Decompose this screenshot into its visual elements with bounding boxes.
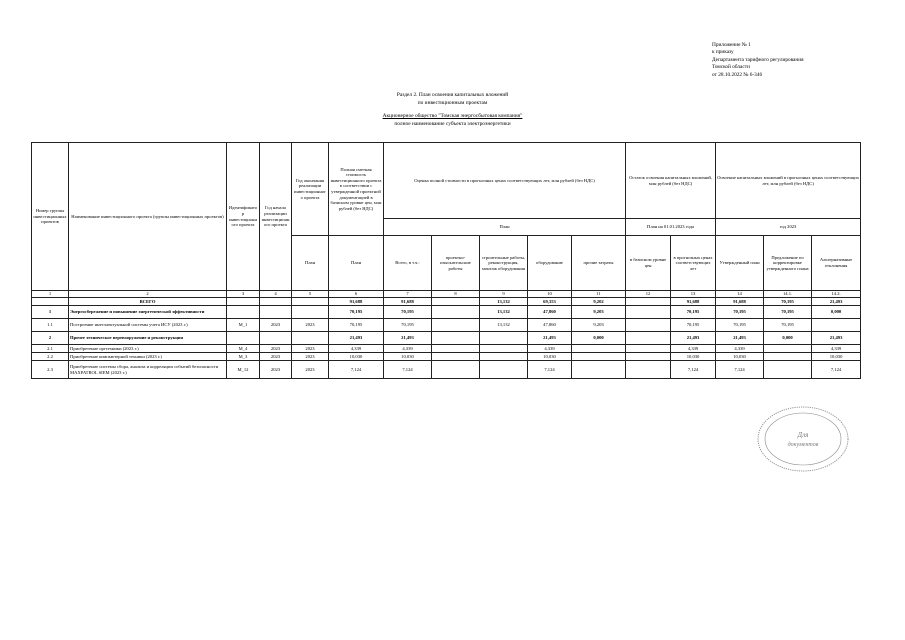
appendix-line: Томской области [712, 64, 750, 71]
table-cell-c12 [626, 332, 671, 345]
table-cell-c6: 10,030 [329, 353, 384, 361]
table-cell-c11: 0,000 [572, 332, 626, 345]
table-cell-c7: 70,195 [384, 306, 432, 319]
table-cell-start: 2023 [260, 319, 292, 332]
table-cell-c14-2: 7,124 [812, 361, 861, 379]
table-cell-c12 [626, 319, 671, 332]
company-block [0, 113, 905, 128]
table-cell-c8 [432, 332, 480, 345]
table-cell-c11: 9,203 [572, 306, 626, 319]
table-cell-c9: 13,132 [480, 298, 528, 306]
table-row [32, 361, 861, 379]
table-cell-c8 [432, 306, 480, 319]
header-group-no: Номер группы инвестиционных проектов [32, 143, 69, 291]
table-cell-c12 [626, 306, 671, 319]
header-other: прочие затраты [572, 236, 626, 291]
table-cell-c14-1: 70,195 [764, 319, 812, 332]
table-cell-end [292, 332, 329, 345]
table-cell-c14-2: 0,000 [812, 306, 861, 319]
table-cell-c13: 70,195 [671, 306, 716, 319]
header-full-cost: Полная сметная стоимость инвестиционного проекта в соответствии с утвержденной проектной документацией в базисном уровне цен, млн рублей (без НДС) [329, 143, 384, 236]
header-proposal: Предложение по корректировке утвержденного плана [764, 236, 812, 291]
header-construction: строительные работы, реконструкция, монтаж оборудования [480, 236, 528, 291]
table-cell-c6: 70,195 [329, 319, 384, 332]
table-cell-c14-1: 70,195 [764, 298, 812, 306]
column-index: 7 [384, 291, 432, 298]
table-cell-num: 2.3 [32, 361, 69, 379]
table-cell-id: M_3 [227, 353, 260, 361]
table-cell-name: Приобретение компьютерной техники (2023 г.) [69, 353, 227, 361]
table-cell-num: 2 [32, 332, 69, 345]
column-index: 3 [227, 291, 260, 298]
table-body [32, 298, 861, 379]
table-cell-c10: 4,339 [528, 345, 572, 353]
table-cell-c8 [432, 298, 480, 306]
table-cell-c13: 70,195 [671, 319, 716, 332]
table-cell-c6: 21,493 [329, 332, 384, 345]
table-cell-c10: 69,353 [528, 298, 572, 306]
table-cell-c14: 21,493 [716, 332, 764, 345]
table-cell-c14-2: 21,493 [812, 332, 861, 345]
table-row [32, 306, 861, 319]
table-cell-c6: 70,195 [329, 306, 384, 319]
section-title-line: Раздел 2. План освоения капитальных вложений [396, 92, 509, 98]
table-cell-end: 2023 [292, 319, 329, 332]
table-cell-c10: 47,860 [528, 319, 572, 332]
table-cell-c14: 4,339 [716, 345, 764, 353]
table-cell-start: 2023 [260, 345, 292, 353]
table-cell-id: M_12 [227, 361, 260, 379]
table-cell-num: 1.1 [32, 319, 69, 332]
table-cell-start [260, 332, 292, 345]
table-cell-c14: 70,195 [716, 319, 764, 332]
table-cell-num: 1 [32, 306, 69, 319]
column-index: 1 [32, 291, 69, 298]
appendix-line: Приложение № 1 [712, 42, 751, 48]
table-cell-name: Приобретение системы сбора, анализа и корреляции событий безопасности MAXPATROL SIEM (2023 г.) [69, 361, 227, 379]
table-cell-c7: 21,493 [384, 332, 432, 345]
table-cell-c9: 13,132 [480, 306, 528, 319]
table-cell-num: 2.1 [32, 345, 69, 353]
table-cell-c14-1: 70,195 [764, 306, 812, 319]
appendix-line: от 28.10.2022 № 6-346 [712, 71, 763, 78]
appendix-line: Департамента тарифного регулирования [712, 56, 804, 63]
header-equipment: оборудование [528, 236, 572, 291]
table-cell-c12 [626, 345, 671, 353]
column-index: 8 [432, 291, 480, 298]
table-row [32, 345, 861, 353]
table-row [32, 319, 861, 332]
table-cell-name: Энергосбережение и повышение энергетической эффективности [69, 306, 227, 319]
header-row [32, 143, 861, 219]
table-cell-c14-2: 21,493 [812, 298, 861, 306]
table-cell-c6: 91,688 [329, 298, 384, 306]
column-index: 10 [528, 291, 572, 298]
header-start-year: Год начала реализации инвестиционного проекта [260, 143, 292, 291]
table-row [32, 332, 861, 345]
header-remaining: Остаток освоения капитальных вложений, млн рублей (без НДС) [626, 143, 716, 219]
table-cell-c9: 13,132 [480, 319, 528, 332]
table-cell-start: 2023 [260, 361, 292, 379]
table-cell-c8 [432, 353, 480, 361]
table-cell-c12 [626, 353, 671, 361]
table-row [32, 353, 861, 361]
table-cell-c8 [432, 361, 480, 379]
company-name: Акционерное общество "Томская энергосбытовая компания" [382, 113, 523, 119]
round-stamp [755, 404, 851, 474]
table-cell-c14-2 [812, 319, 861, 332]
header-estimate-group: Оценка полной стоимости в прогнозных ценах соответствующих лет, млн рублей (без НДС) [384, 143, 626, 219]
table-cell-c13: 4,339 [671, 345, 716, 353]
header-plan: План [384, 219, 626, 236]
table-cell-c6: 4,339 [329, 345, 384, 353]
table-cell-c14-2: 10,030 [812, 353, 861, 361]
table-cell-c9 [480, 345, 528, 353]
column-index: 14.1. [764, 291, 812, 298]
header-alternative: Альтернативные отклонения [812, 236, 861, 291]
column-index: 6 [329, 291, 384, 298]
table-cell-c14-2: 4,339 [812, 345, 861, 353]
stamp-text: документов [787, 442, 819, 448]
table-cell-name: Построение интеллектуальной системы учета ИСУ (2023 г.) [69, 319, 227, 332]
column-index: 4 [260, 291, 292, 298]
table-cell-c7: 7,124 [384, 361, 432, 379]
table-cell-c14-1: 0,000 [764, 332, 812, 345]
column-index: 14.2. [812, 291, 861, 298]
table-cell-start [260, 298, 292, 306]
column-index: 5 [292, 291, 329, 298]
table-cell-c13: 91,688 [671, 298, 716, 306]
header-design: проектно-изыскательские работы [432, 236, 480, 291]
table-cell-num: 2.2 [32, 353, 69, 361]
table-cell-c9 [480, 332, 528, 345]
table-cell-id: M_1 [227, 319, 260, 332]
table-row [32, 298, 861, 306]
column-index: 13 [671, 291, 716, 298]
table-cell-c6: 7,124 [329, 361, 384, 379]
header-plan-col6: План [329, 236, 384, 291]
table-cell-c7: 91,688 [384, 298, 432, 306]
header-plan-col5: План [292, 236, 329, 291]
table-cell-c14: 10,030 [716, 353, 764, 361]
header-total: Всего, в т.ч.: [384, 236, 432, 291]
table-cell-c13: 10,030 [671, 353, 716, 361]
table-cell-c13: 21,493 [671, 332, 716, 345]
table-cell-c7: 4,339 [384, 345, 432, 353]
table-cell-c8 [432, 319, 480, 332]
header-project-id: Идентификатор инвестиционного проекта [227, 143, 260, 291]
table-cell-c9 [480, 361, 528, 379]
table-cell-c12 [626, 361, 671, 379]
header-forecast-prices: в прогнозных ценах соответствующих лет [671, 236, 716, 291]
header-plan-as-of: План на 01.01.2023 года [626, 219, 716, 236]
table-cell-c9 [480, 353, 528, 361]
table-cell-c14: 70,195 [716, 306, 764, 319]
column-index: 14 [716, 291, 764, 298]
table-cell-c14-1 [764, 345, 812, 353]
table-cell-start: 2023 [260, 353, 292, 361]
table-cell-num [32, 298, 69, 306]
section-title [0, 91, 905, 107]
table-cell-end: 2023 [292, 361, 329, 379]
section-subtitle-line: по инвестиционным проектам [417, 100, 488, 107]
table-cell-c11 [572, 345, 626, 353]
table-cell-c10: 21,493 [528, 332, 572, 345]
table-cell-c11 [572, 353, 626, 361]
table-cell-id [227, 306, 260, 319]
table-cell-c8 [432, 345, 480, 353]
header-capital-group: Освоение капитальных вложений в прогнозных ценах соответствующих лет, млн рублей (без НДС) [716, 143, 861, 219]
column-index: 11 [572, 291, 626, 298]
appendix-block [712, 42, 804, 79]
column-index-row [32, 291, 861, 298]
table-cell-c14-1 [764, 353, 812, 361]
table-cell-start [260, 306, 292, 319]
header-year: год 2023 [716, 219, 861, 236]
table-cell-end: 2023 [292, 353, 329, 361]
table-cell-c12 [626, 298, 671, 306]
table-cell-c14: 7,124 [716, 361, 764, 379]
table-cell-c11 [572, 361, 626, 379]
capital-investment-table [31, 142, 861, 379]
table-cell-end [292, 298, 329, 306]
column-index: 9 [480, 291, 528, 298]
header-base-prices: в базисном уровне цен [626, 236, 671, 291]
table-cell-c10: 7,124 [528, 361, 572, 379]
table-cell-id [227, 332, 260, 345]
header-approved-plan: Утвержденный план [716, 236, 764, 291]
column-index: 2 [69, 291, 227, 298]
table-cell-end: 2023 [292, 345, 329, 353]
table-cell-name: Приобретение оргтехники (2023 г.) [69, 345, 227, 353]
stamp-text: Для [797, 431, 809, 439]
table-cell-c14-1 [764, 361, 812, 379]
table-cell-c11: 9,202 [572, 298, 626, 306]
table-cell-c11: 9,203 [572, 319, 626, 332]
header-end-year: Год окончания реализации инвестиционного проекта [292, 143, 329, 236]
table-cell-c7: 70,195 [384, 319, 432, 332]
table-cell-id: M_4 [227, 345, 260, 353]
column-index: 12 [626, 291, 671, 298]
company-caption: полное наименование субъекта электроэнергетики [394, 120, 511, 127]
table-cell-id [227, 298, 260, 306]
table-cell-name: ВСЕГО [69, 298, 227, 306]
table-cell-c13: 7,124 [671, 361, 716, 379]
table-cell-c10: 10,030 [528, 353, 572, 361]
header-project-name: Наименование инвестиционного проекта (группы инвестиционных проектов) [69, 143, 227, 291]
table-cell-c7: 10,030 [384, 353, 432, 361]
table-cell-c14: 91,688 [716, 298, 764, 306]
table-cell-name: Прочее техническое перевооружение и реконструкция [69, 332, 227, 345]
table-cell-c10: 47,860 [528, 306, 572, 319]
table-cell-end [292, 306, 329, 319]
appendix-line: к приказу [712, 49, 734, 56]
